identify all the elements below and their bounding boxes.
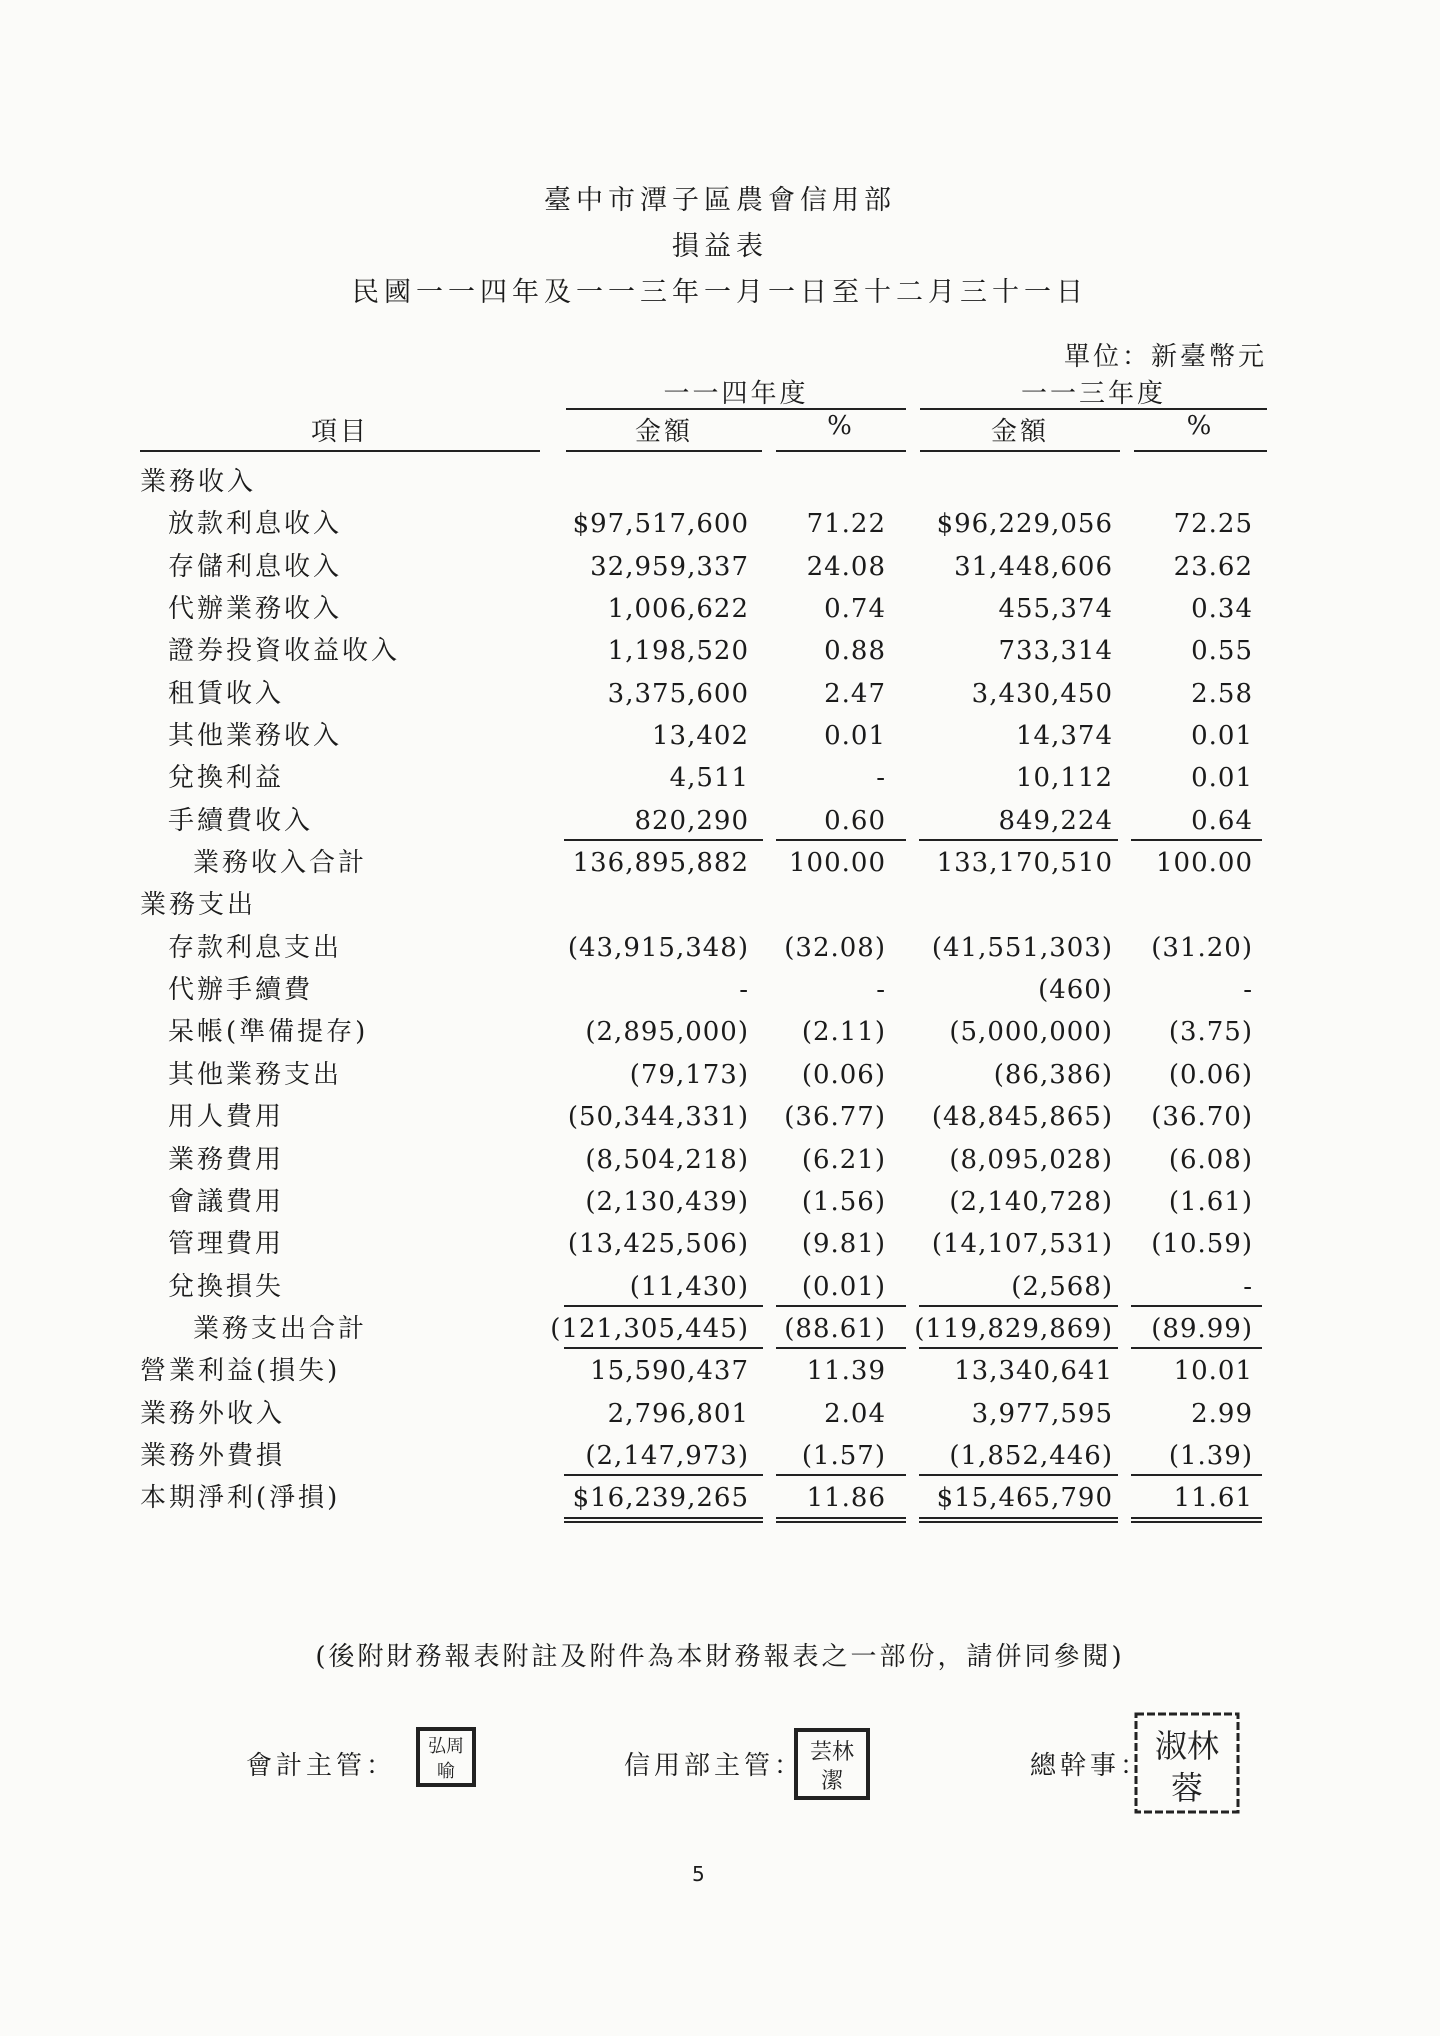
seal-text: 喻 [437,1761,455,1782]
amount-114-cell: (79,173) [629,1059,749,1090]
year-114-header: 一一四年度 [663,379,809,409]
percent-113-cell: (6.08) [1168,1144,1253,1175]
table-row [0,1393,1440,1435]
row-label: 呆帳(準備提存) [168,1017,369,1048]
total-underline [1131,1347,1262,1349]
percent-114-cell: (1.57) [801,1440,886,1471]
table-row [0,546,1440,588]
percent-113-cell: 100.00 [1156,848,1253,879]
seal-text: 淑林 [1154,1727,1220,1765]
percent-114-cell: (32.08) [784,932,886,963]
total-underline [776,1517,906,1519]
table-row [0,503,1440,545]
amount-113-cell: 133,170,510 [936,848,1113,879]
total-underline [776,1347,906,1349]
percent-114-header: % [827,411,855,441]
total-underline [776,1474,906,1476]
amount-113-cell: (119,829,869) [914,1313,1113,1344]
table-row [0,1266,1440,1308]
total-underline [1131,1305,1262,1307]
amount-114-cell: (8,504,218) [585,1144,749,1175]
percent-113-cell: (31.20) [1151,932,1253,963]
amount-113-cell: (14,107,531) [931,1229,1113,1260]
amount-114-header-rule [566,450,762,452]
amount-114-cell: (2,895,000) [585,1017,749,1048]
percent-114-cell: (1.56) [801,1186,886,1217]
table-row [0,1435,1440,1477]
footnote: (後附財務報表附註及附件為本財務報表之一部份，請併同參閱) [315,1642,1125,1672]
row-label: 兌換損失 [168,1271,285,1302]
amount-114-cell: 32,959,337 [590,551,749,582]
amount-113-header: 金額 [990,417,1049,447]
amount-113-cell: 3,977,595 [971,1398,1113,1429]
total-underline [919,1474,1118,1476]
amount-114-cell: 3,375,600 [607,678,749,709]
row-label: 放款利息收入 [168,509,343,540]
report-period: 民國一一四年及一一三年一月一日至十二月三十一日 [352,277,1088,308]
total-underline [919,1521,1118,1523]
row-label: 業務外收入 [140,1398,286,1429]
table-row [0,884,1440,926]
page-number: 5 [692,1862,705,1886]
row-label: 其他業務收入 [168,721,343,752]
total-underline [564,1474,763,1476]
percent-113-cell: 23.62 [1173,551,1253,582]
amount-114-cell: $97,517,600 [572,509,749,540]
row-label: 業務收入 [140,467,257,497]
amount-113-cell: 10,112 [1016,763,1113,794]
table-row [0,588,1440,630]
total-underline [564,1347,763,1349]
amount-113-cell: (48,845,865) [931,1102,1113,1133]
row-label: 管理費用 [168,1229,285,1260]
row-label: 業務收入合計 [193,848,368,879]
seal-text: 弘周 [428,1736,464,1757]
table-row [0,969,1440,1011]
table-row [0,673,1440,715]
percent-114-cell: 0.74 [824,594,886,625]
amount-114-cell: (11,430) [629,1271,749,1302]
total-underline [919,1305,1118,1307]
percent-113-cell: (10.59) [1151,1229,1253,1260]
row-label: 兌換利益 [168,763,285,794]
row-label: 業務支出合計 [193,1313,368,1344]
total-underline [776,1305,906,1307]
row-label: 其他業務支出 [168,1059,343,1090]
row-label: 用人費用 [168,1102,285,1133]
credit-supervisor-seal [794,1728,870,1800]
general-manager-label: 總幹事： [1030,1751,1151,1781]
year-114-rule [566,408,906,410]
general-manager-seal [1133,1711,1241,1815]
percent-113-cell: - [1243,1271,1253,1302]
row-label: 業務外費損 [140,1440,286,1471]
percent-113-cell: 0.01 [1191,721,1253,752]
table-row [0,1223,1440,1265]
row-label: 存款利息支出 [168,932,343,963]
total-underline [564,839,763,841]
percent-114-cell: 2.47 [824,678,886,709]
percent-114-cell: (36.77) [784,1102,886,1133]
percent-114-cell: 0.01 [824,721,886,752]
table-row [0,757,1440,799]
total-underline [564,1521,763,1523]
amount-114-cell: (13,425,506) [567,1229,749,1260]
percent-114-cell: (6.21) [801,1144,886,1175]
accounting-supervisor-label: 會計主管： [246,1751,397,1781]
percent-114-cell: (0.01) [801,1271,886,1302]
percent-113-cell: 72.25 [1173,509,1253,540]
row-label: 代辦業務收入 [168,594,343,625]
percent-114-header-rule [776,450,906,452]
row-label: 存儲利息收入 [168,551,343,582]
percent-113-cell: (0.06) [1168,1059,1253,1090]
year-113-header: 一一三年度 [1020,379,1166,409]
amount-114-cell: (43,915,348) [567,932,749,963]
row-label: 證券投資收益收入 [168,636,401,667]
percent-114-cell: (2.11) [801,1017,886,1048]
row-label: 營業利益(損失) [140,1356,341,1387]
percent-114-cell: - [876,763,886,794]
table-row [0,630,1440,672]
amount-113-cell: (1,852,446) [949,1440,1113,1471]
percent-113-header: % [1186,411,1215,441]
accounting-supervisor-seal [416,1727,476,1787]
table-row [0,1011,1440,1053]
amount-113-header-rule [920,450,1120,452]
percent-114-cell: 100.00 [789,848,886,879]
amount-113-cell: 31,448,606 [954,551,1113,582]
percent-113-cell: (3.75) [1168,1017,1253,1048]
percent-113-cell: 0.55 [1191,636,1253,667]
amount-113-cell: $96,229,056 [936,509,1113,540]
row-label: 會議費用 [168,1186,285,1217]
percent-114-cell: 0.88 [824,636,886,667]
percent-113-cell: 2.58 [1191,678,1253,709]
percent-114-cell: (88.61) [784,1313,886,1344]
percent-114-cell: 2.04 [824,1398,886,1429]
amount-113-cell: (8,095,028) [949,1144,1113,1175]
row-label: 業務費用 [168,1144,285,1175]
amount-113-cell: 849,224 [998,805,1113,836]
table-row [0,461,1440,503]
total-underline [1131,1474,1262,1476]
report-title: 損益表 [672,231,768,262]
percent-114-cell: 11.86 [806,1483,886,1514]
amount-114-cell: (2,130,439) [585,1186,749,1217]
amount-114-cell: 15,590,437 [590,1356,749,1387]
row-label: 租賃收入 [168,678,285,709]
amount-113-cell: 13,340,641 [954,1356,1113,1387]
table-row [0,1054,1440,1096]
item-column-header: 項目 [310,417,369,447]
percent-113-cell: - [1243,975,1253,1006]
percent-113-cell: 0.01 [1191,763,1253,794]
seal-text: 芸林 [809,1740,855,1765]
percent-114-cell: 71.22 [806,509,886,540]
percent-113-cell: (36.70) [1151,1102,1253,1133]
percent-114-cell: (0.06) [801,1059,886,1090]
table-row [0,842,1440,884]
table-row [0,1308,1440,1350]
row-label: 本期淨利(淨損) [140,1483,341,1514]
report-header [0,178,1440,316]
percent-113-cell: (1.39) [1168,1440,1253,1471]
percent-114-cell: (9.81) [801,1229,886,1260]
total-underline [776,839,906,841]
total-underline [564,1305,763,1307]
amount-114-cell: 2,796,801 [607,1398,749,1429]
percent-113-cell: 0.34 [1191,594,1253,625]
total-underline [919,1517,1118,1519]
amount-114-header: 金額 [634,417,693,447]
percent-114-cell: - [876,975,886,1006]
amount-114-cell: $16,239,265 [572,1483,749,1514]
credit-supervisor-label: 信用部主管： [624,1751,805,1781]
table-row [0,1181,1440,1223]
amount-114-cell: (2,147,973) [585,1440,749,1471]
percent-113-cell: 10.01 [1173,1356,1253,1387]
table-row [0,715,1440,757]
amount-113-cell: (41,551,303) [931,932,1113,963]
amount-113-cell: (5,000,000) [949,1017,1113,1048]
amount-113-cell: 3,430,450 [971,678,1113,709]
amount-114-cell: 820,290 [634,805,749,836]
amount-114-cell: 4,511 [669,763,749,794]
amount-113-cell: (86,386) [993,1059,1113,1090]
amount-114-cell: 1,198,520 [607,636,749,667]
seal-text: 蓉 [1170,1769,1204,1807]
total-underline [776,1521,906,1523]
amount-113-cell: 733,314 [998,636,1113,667]
percent-113-cell: 2.99 [1191,1398,1253,1429]
amount-114-cell: (121,305,445) [550,1313,749,1344]
percent-114-cell: 11.39 [806,1356,886,1387]
amount-113-cell: (460) [1038,975,1113,1006]
year-113-rule [920,408,1267,410]
percent-113-header-rule [1134,450,1267,452]
table-row [0,1350,1440,1392]
seal-text: 潔 [820,1769,844,1794]
table-row [0,800,1440,842]
percent-113-cell: 11.61 [1173,1483,1253,1514]
total-underline [919,1347,1118,1349]
total-underline [1131,1517,1262,1519]
currency-unit: 單位：新臺幣元 [1063,342,1267,372]
row-label: 手續費收入 [168,805,314,836]
amount-113-cell: (2,140,728) [949,1186,1113,1217]
table-row [0,1477,1440,1519]
percent-113-cell: (89.99) [1151,1313,1253,1344]
income-statement-table [0,461,1440,1520]
total-underline [1131,839,1262,841]
total-underline [1131,1521,1262,1523]
total-underline [919,839,1118,841]
percent-113-cell: (1.61) [1168,1186,1253,1217]
amount-113-cell: $15,465,790 [936,1483,1113,1514]
total-underline [564,1517,763,1519]
amount-114-cell: 1,006,622 [607,594,749,625]
percent-113-cell: 0.64 [1191,805,1253,836]
amount-113-cell: 455,374 [998,594,1113,625]
amount-114-cell: 13,402 [652,721,749,752]
row-label: 代辦手續費 [168,975,314,1006]
table-row [0,927,1440,969]
amount-114-cell: 136,895,882 [572,848,749,879]
amount-113-cell: (2,568) [1011,1271,1113,1302]
item-header-rule [140,450,540,452]
percent-114-cell: 24.08 [806,551,886,582]
percent-114-cell: 0.60 [824,805,886,836]
amount-113-cell: 14,374 [1016,721,1113,752]
table-row [0,1139,1440,1181]
organization-name: 臺中市潭子區農會信用部 [544,185,896,216]
amount-114-cell: (50,344,331) [567,1102,749,1133]
amount-114-cell: - [739,975,749,1006]
row-label: 業務支出 [140,890,257,921]
table-row [0,1096,1440,1138]
